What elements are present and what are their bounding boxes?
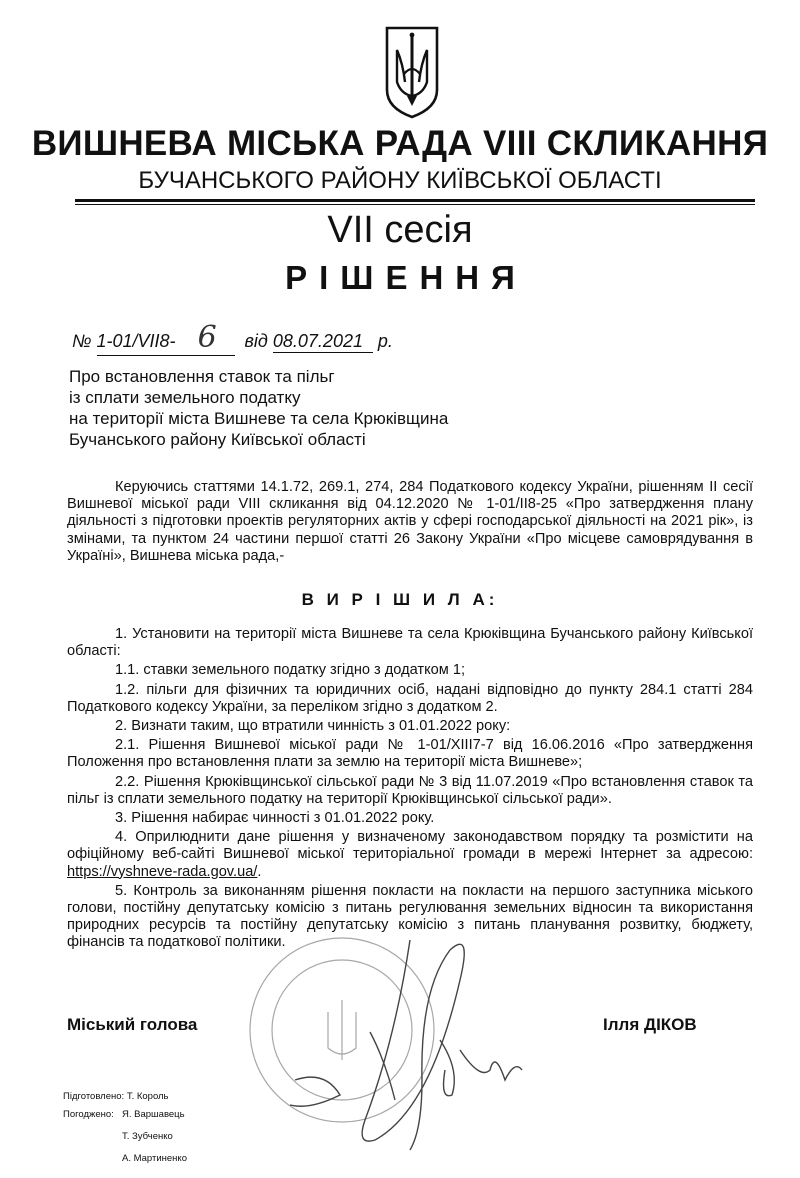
council-website-link[interactable]: https://vyshneve-rada.gov.ua/ — [67, 863, 258, 880]
official-stamp-and-signature — [160, 920, 640, 1178]
number-label: № — [72, 331, 92, 351]
decision-date: 08.07.2021 — [273, 331, 373, 353]
resolution-item: 2.1. Рішення Вишневої міської ради № 1-01/XIII7-7 від 16.06.2016 «Про затвердження Положення про встановлення плати за землю на території міста Вишневе»; — [67, 737, 753, 771]
coat-of-arms-emblem — [383, 24, 441, 120]
date-label: від — [244, 331, 268, 351]
subject-line: із сплати земельного податку — [69, 388, 301, 407]
resolution-items — [67, 626, 753, 954]
decision-heading: РІШЕННЯ — [285, 259, 527, 296]
approver-name: Я. Варшавець — [122, 1109, 185, 1120]
council-name-heading: ВИШНЕВА МІСЬКА РАДА VIII СКЛИКАННЯ — [31, 124, 769, 163]
decision-number: 1-01/VII8- 6 — [97, 320, 235, 356]
decision-subject — [69, 366, 448, 450]
district-subheading: БУЧАНСЬКОГО РАЙОНУ КИЇВСЬКОЇ ОБЛАСТІ — [138, 167, 662, 194]
subject-line: на території міста Вишневе та села Крюківщина — [69, 409, 449, 428]
subject-line: Бучанського району Київської області — [69, 430, 366, 449]
resolution-item: 1.2. пільги для фізичних та юридичних осіб, надані відповідно до пункту 284.1 статті 284 Податкового кодексу України, за переліком згідно з додатком 2. — [67, 681, 753, 715]
resolution-item: 3. Рішення набирає чинності з 01.01.2022 року. — [115, 810, 435, 827]
session-heading: VII сесія — [327, 209, 473, 251]
prepared-by-name: Т. Король — [126, 1091, 169, 1102]
prepared-by: Підготовлено: Т. Король — [63, 1091, 169, 1102]
resolution-item: 1.1. ставки земельного податку згідно з додатком 1; — [115, 662, 466, 679]
resolution-item-4: 4. Оприлюднити дане рішення у визначеному законодавством порядку та розмістити на офіційному веб-сайті Вишневої міської територіальної громади в мережі Інтернет за адресою: https://vyshneve-rada.gov.ua/. — [67, 829, 753, 880]
resolution-item: 1. Установити на території міста Вишневе та села Крюківщина Бучанського району Київської області: — [67, 626, 753, 660]
handwritten-number: 6 — [197, 320, 217, 355]
approver-name: Т. Зубченко — [122, 1131, 173, 1142]
resolution-item: 2. Визнати таким, що втратили чинність з 01.01.2022 року: — [115, 718, 511, 735]
signatory-title: Міський голова — [67, 1015, 198, 1034]
resolution-item-5: 5. Контроль за виконанням рішення покласти на покласти на першого заступника міського голови, постійну депутатську комісію з питань регулювання земельних відносин та використання природних ресурсів та постійну депутатську комісію з питань планування розвитку, бюджету, фінансів та податкової політики. — [67, 882, 753, 951]
header-rule-thin — [75, 204, 755, 205]
preamble-paragraph: Керуючись статтями 14.1.72, 269.1, 274, 284 Податкового кодексу України, рішенням ІІ сесії Вишневої міської ради VIII скликання від 04.12.2020 № 1-01/ІІ8-25 «Про затвердження плану діяльності з підготовки проектів регуляторних актів у сфері господарської діяльності на 2021 рік», із змінами, та пунктом 24 частини першої статті 26 Закону України «Про місцеве самоврядування в Україні», Вишнева міська рада,- — [67, 479, 753, 564]
subject-line: Про встановлення ставок та пільг — [69, 367, 335, 386]
signatory-name: Ілля ДІКОВ — [603, 1015, 697, 1034]
approver-name: А. Мартиненко — [122, 1153, 187, 1164]
decision-number-line — [72, 320, 393, 356]
resolution-item: 2.2. Рішення Крюківщинської сільської ради № 3 від 11.07.2019 «Про встановлення ставок та пільг із сплати земельного податку на території Крюківщинської сільської ради». — [67, 773, 753, 807]
year-suffix: р. — [377, 331, 393, 351]
header-rule-thick — [75, 199, 755, 202]
agreed-label: Погоджено: — [63, 1109, 114, 1120]
resolved-heading: В И Р І Ш И Л А: — [301, 590, 499, 609]
